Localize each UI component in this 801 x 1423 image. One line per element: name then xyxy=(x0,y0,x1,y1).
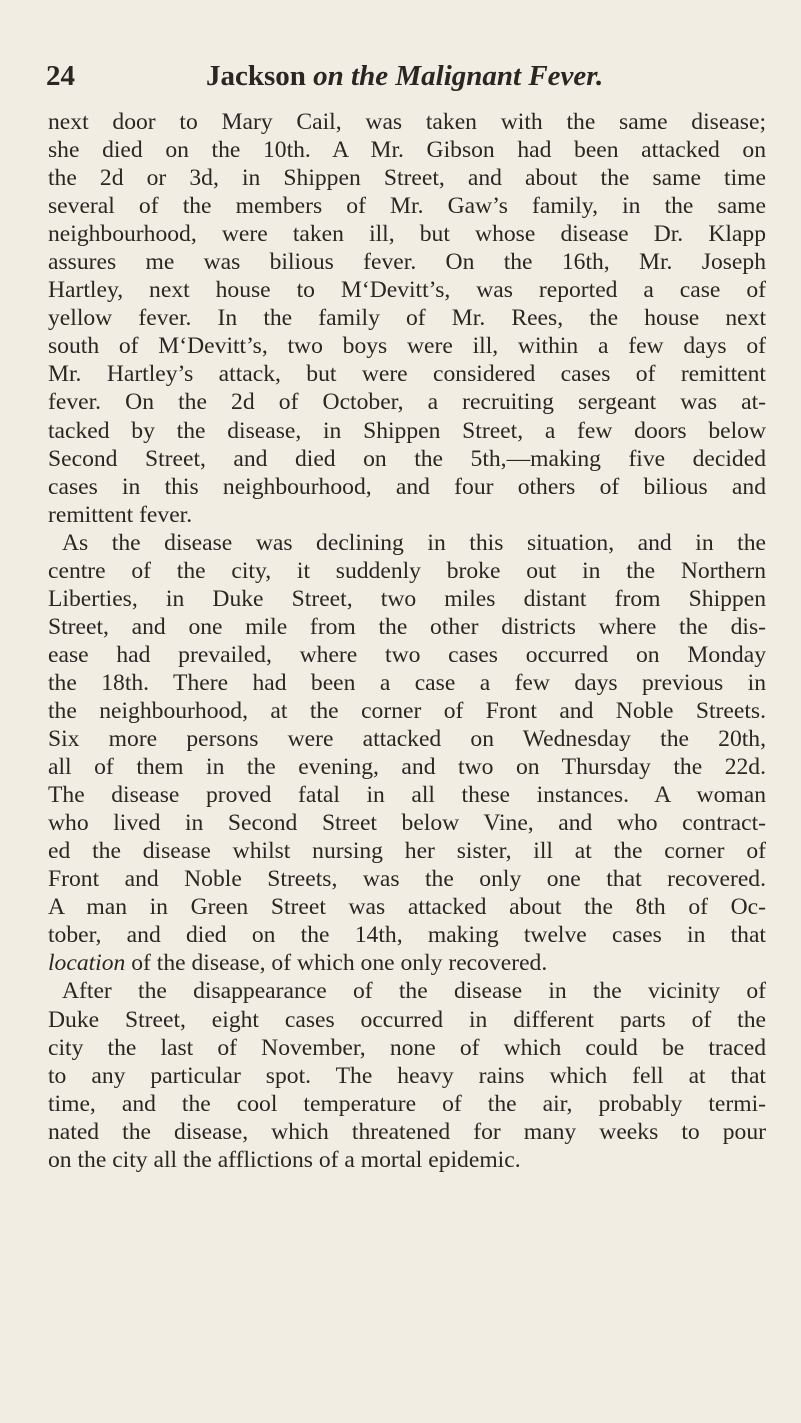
text-line: time, and the cool temperature of the air, probably termi- xyxy=(48,1090,766,1117)
text-line: ease had prevailed, where two cases occurred on Monday xyxy=(48,641,766,668)
text-line: yellow fever. In the family of Mr. Rees, the house next xyxy=(48,305,766,332)
running-head xyxy=(46,60,766,104)
running-title-author: Jackson xyxy=(206,60,306,92)
running-title xyxy=(206,60,603,93)
text-line: Liberties, in Duke Street, two miles distant from Shippen xyxy=(48,585,766,612)
text-line: Street, and one mile from the other districts where the dis- xyxy=(48,613,766,640)
text-line: Front and Noble Streets, was the only one that recovered. xyxy=(48,866,766,893)
text-line: south of M‘Devitt’s, two boys were ill, within a few days of xyxy=(48,333,766,360)
text-line: the 18th. There had been a case a few days previous in xyxy=(48,669,766,696)
text-line: Mr. Hartley’s attack, but were considered cases of remittent xyxy=(48,361,766,388)
text-line: A man in Green Street was attacked about the 8th of Oc- xyxy=(48,894,766,921)
text-line: As the disease was declining in this situation, and in the xyxy=(62,529,766,556)
text-line: to any particular spot. The heavy rains which fell at that xyxy=(48,1062,766,1089)
text-line: Hartley, next house to M‘Devitt’s, was reported a case of xyxy=(48,277,766,304)
body-text xyxy=(48,108,766,1174)
text-line: neighbourhood, were taken ill, but whose disease Dr. Klapp xyxy=(48,221,766,248)
text-line: remittent fever. xyxy=(48,501,193,528)
text-line: cases in this neighbourhood, and four others of bilious and xyxy=(48,473,766,500)
text-line: tacked by the disease, in Shippen Street, a few doors below xyxy=(48,417,766,444)
text-line: centre of the city, it suddenly broke out in the Northern xyxy=(48,557,766,584)
text-line: After the disappearance of the disease in the vicinity of xyxy=(62,978,766,1005)
running-title-subject: on the Malignant Fever. xyxy=(313,60,604,92)
text-line: Six more persons were attacked on Wednesday the 20th, xyxy=(48,726,766,753)
text-line: The disease proved fatal in all these instances. A woman xyxy=(48,782,766,809)
text-line: all of them in the evening, and two on Thursday the 22d. xyxy=(48,754,766,781)
text-line: several of the members of Mr. Gaw’s family, in the same xyxy=(48,193,766,220)
text-line: ed the disease whilst nursing her sister, ill at the corner of xyxy=(48,838,766,865)
text-line: city the last of November, none of which could be traced xyxy=(48,1034,766,1061)
text-line: tober, and died on the 14th, making twelve cases in that xyxy=(48,922,766,949)
text-line: next door to Mary Cail, was taken with the same disease; xyxy=(48,109,766,135)
text-line: location of the disease, of which one only recovered. xyxy=(48,950,548,977)
text-line: fever. On the 2d of October, a recruiting sergeant was at- xyxy=(48,389,766,416)
text-line: the 2d or 3d, in Shippen Street, and about the same time xyxy=(48,165,766,192)
text-line: assures me was bilious fever. On the 16th, Mr. Joseph xyxy=(48,249,766,276)
text-line: nated the disease, which threatened for many weeks to pour xyxy=(48,1118,766,1145)
text-line: Second Street, and died on the 5th,—making five decided xyxy=(48,445,766,472)
text-line: she died on the 10th. A Mr. Gibson had been attacked on xyxy=(48,137,766,164)
italic-word: location xyxy=(48,950,126,977)
text-line: who lived in Second Street below Vine, and who contract- xyxy=(48,810,766,837)
text-line: the neighbourhood, at the corner of Front and Noble Streets. xyxy=(48,697,766,724)
page-number: 24 xyxy=(46,60,75,92)
text-line: on the city all the afflictions of a mortal epidemic. xyxy=(48,1146,521,1173)
text-line: Duke Street, eight cases occurred in different parts of the xyxy=(48,1006,766,1033)
